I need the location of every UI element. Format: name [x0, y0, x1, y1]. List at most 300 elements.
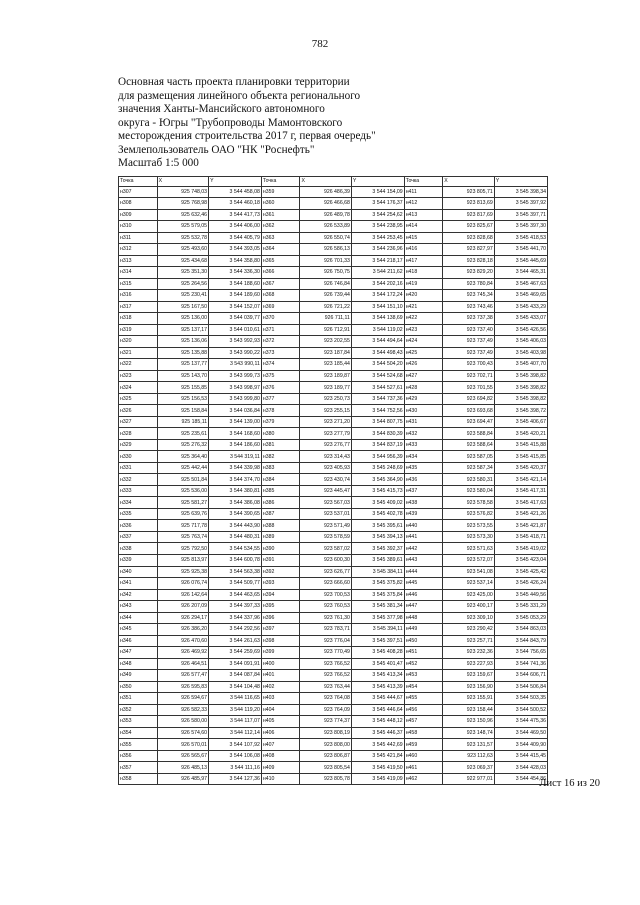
x-cell: 923 626,77	[300, 566, 351, 578]
y-cell: 3 545 398,72	[494, 405, 547, 417]
x-cell: 926 577,47	[157, 670, 208, 682]
y-cell: 3 545 421,84	[351, 750, 404, 762]
x-cell: 925 579,05	[157, 221, 208, 233]
y-cell: 3 544 752,56	[351, 405, 404, 417]
x-cell: 923 825,67	[443, 221, 494, 233]
y-cell: 3 545 398,82	[494, 370, 547, 382]
y-cell: 3 545 421,14	[494, 474, 547, 486]
x-cell: 923 745,34	[443, 290, 494, 302]
x-cell: 923 805,54	[300, 762, 351, 774]
y-cell: 3 544 261,63	[209, 635, 262, 647]
y-cell: 3 544 830,39	[351, 428, 404, 440]
x-cell: 926 701,33	[300, 255, 351, 267]
column-header: Y	[351, 177, 404, 187]
y-cell: 3 545 421,87	[494, 520, 547, 532]
point-cell: н379	[261, 416, 300, 428]
point-cell: н401	[261, 670, 300, 682]
x-cell: 925 156,53	[157, 393, 208, 405]
point-cell: н434	[404, 451, 443, 463]
point-cell: н315	[119, 278, 158, 290]
point-cell: н427	[404, 370, 443, 382]
y-cell: 3 544 111,16	[209, 762, 262, 774]
y-cell: 3 545 417,63	[494, 497, 547, 509]
y-cell: 3 545 445,69	[494, 255, 547, 267]
x-cell: 923 587,02	[300, 543, 351, 555]
y-cell: 3 544 253,45	[351, 232, 404, 244]
y-cell: 3 545 415,85	[494, 451, 547, 463]
x-cell: 923 185,44	[300, 359, 351, 371]
y-cell: 3 545 441,70	[494, 244, 547, 256]
y-cell: 3 544 380,81	[209, 485, 262, 497]
table-row	[119, 451, 548, 463]
y-cell: 3 545 423,04	[494, 555, 547, 567]
table-row	[119, 762, 548, 774]
y-cell: 3 545 420,37	[494, 462, 547, 474]
point-cell: н440	[404, 520, 443, 532]
y-cell: 3 545 395,61	[351, 520, 404, 532]
y-cell: 3 545 408,28	[351, 647, 404, 659]
y-cell: 3 544 504,20	[351, 359, 404, 371]
y-cell: 3 544 386,08	[209, 497, 262, 509]
y-cell: 3 545 402,78	[351, 508, 404, 520]
y-cell: 3 544 606,71	[494, 670, 547, 682]
x-cell: 925 639,76	[157, 508, 208, 520]
point-cell: н317	[119, 301, 158, 313]
x-cell: 925 185,11	[157, 416, 208, 428]
x-cell: 923 829,20	[443, 267, 494, 279]
y-cell: 3 544 238,95	[351, 221, 404, 233]
x-cell: 925 136,00	[157, 313, 208, 325]
y-cell: 3 544 236,96	[351, 244, 404, 256]
x-cell: 923 737,38	[443, 313, 494, 325]
x-cell: 926 486,39	[300, 186, 351, 198]
point-cell: н450	[404, 635, 443, 647]
y-cell: 3 545 394,13	[351, 531, 404, 543]
y-cell: 3 544 374,70	[209, 474, 262, 486]
x-cell: 926 489,78	[300, 209, 351, 221]
table-row	[119, 635, 548, 647]
table-row	[119, 750, 548, 762]
x-cell: 926 574,60	[157, 727, 208, 739]
point-cell: н407	[261, 739, 300, 751]
x-cell: 923 290,42	[443, 624, 494, 636]
point-cell: н372	[261, 336, 300, 348]
point-cell: н346	[119, 635, 158, 647]
header-line: округа - Югры "Трубопроводы Мамонтовского	[118, 116, 343, 129]
table-row	[119, 520, 548, 532]
point-cell: н332	[119, 474, 158, 486]
point-cell: н458	[404, 727, 443, 739]
point-cell: н355	[119, 739, 158, 751]
point-cell: н389	[261, 531, 300, 543]
table-row	[119, 716, 548, 728]
column-header: Y	[209, 177, 262, 187]
point-cell: н432	[404, 428, 443, 440]
point-cell: н461	[404, 762, 443, 774]
y-cell: 3 544 409,90	[494, 739, 547, 751]
point-cell: н409	[261, 762, 300, 774]
y-cell: 3 544 138,69	[351, 313, 404, 325]
point-cell: н339	[119, 555, 158, 567]
y-cell: 3 544 500,52	[494, 704, 547, 716]
y-cell: 3 544 837,19	[351, 439, 404, 451]
x-cell: 923 600,30	[300, 555, 351, 567]
y-cell: 3 544 189,60	[209, 290, 262, 302]
table-row	[119, 497, 548, 509]
point-cell: н430	[404, 405, 443, 417]
point-cell: н340	[119, 566, 158, 578]
y-cell: 3 545 331,29	[494, 601, 547, 613]
y-cell: 3 543 992,93	[209, 336, 262, 348]
point-cell: н318	[119, 313, 158, 325]
y-cell: 3 545 469,65	[494, 290, 547, 302]
table-row	[119, 370, 548, 382]
point-cell: н393	[261, 578, 300, 590]
x-cell: 923 701,55	[443, 382, 494, 394]
x-cell: 923 445,47	[300, 485, 351, 497]
table-row	[119, 704, 548, 716]
y-cell: 3 544 154,09	[351, 186, 404, 198]
x-cell: 923 806,87	[300, 750, 351, 762]
x-cell: 926 739,44	[300, 290, 351, 302]
x-cell: 923 702,71	[443, 370, 494, 382]
point-cell: н354	[119, 727, 158, 739]
point-cell: н391	[261, 555, 300, 567]
x-cell: 923 694,82	[443, 393, 494, 405]
point-cell: н404	[261, 704, 300, 716]
y-cell: 3 544 509,77	[209, 578, 262, 590]
y-cell: 3 544 087,84	[209, 670, 262, 682]
point-cell: н410	[261, 773, 300, 785]
point-cell: н394	[261, 589, 300, 601]
y-cell: 3 544 339,98	[209, 462, 262, 474]
point-cell: н418	[404, 267, 443, 279]
x-cell: 923 189,87	[300, 370, 351, 382]
point-cell: н347	[119, 647, 158, 659]
y-cell: 3 545 398,82	[494, 382, 547, 394]
point-cell: н358	[119, 773, 158, 785]
x-cell: 923 666,60	[300, 578, 351, 590]
y-cell: 3 544 106,08	[209, 750, 262, 762]
x-cell: 925 768,98	[157, 198, 208, 210]
x-cell: 923 578,59	[300, 531, 351, 543]
table-row	[119, 267, 548, 279]
x-cell: 923 405,93	[300, 462, 351, 474]
y-cell: 3 544 600,78	[209, 555, 262, 567]
y-cell: 3 544 091,91	[209, 658, 262, 670]
point-cell: н405	[261, 716, 300, 728]
y-cell: 3 544 506,84	[494, 681, 547, 693]
x-cell: 923 761,30	[300, 612, 351, 624]
x-cell: 923 430,74	[300, 474, 351, 486]
y-cell: 3 544 116,65	[209, 693, 262, 705]
y-cell: 3 545 053,29	[494, 612, 547, 624]
y-cell: 3 544 337,96	[209, 612, 262, 624]
x-cell: 923 780,84	[443, 278, 494, 290]
y-cell: 3 544 152,07	[209, 301, 262, 313]
y-cell: 3 545 398,82	[494, 393, 547, 405]
point-cell: н335	[119, 508, 158, 520]
point-cell: н328	[119, 428, 158, 440]
y-cell: 3 544 741,36	[494, 658, 547, 670]
point-cell: н408	[261, 750, 300, 762]
x-cell: 923 277,79	[300, 428, 351, 440]
y-cell: 3 545 418,71	[494, 531, 547, 543]
y-cell: 3 545 394,11	[351, 624, 404, 636]
x-cell: 925 501,84	[157, 474, 208, 486]
column-header: Точка	[404, 177, 443, 187]
y-cell: 3 545 446,37	[351, 727, 404, 739]
y-cell: 3 544 563,38	[209, 566, 262, 578]
table-row	[119, 531, 548, 543]
x-cell: 925 536,00	[157, 485, 208, 497]
point-cell: н451	[404, 647, 443, 659]
x-cell: 926 570,01	[157, 739, 208, 751]
y-cell: 3 544 172,24	[351, 290, 404, 302]
table-row	[119, 244, 548, 256]
point-cell: н381	[261, 439, 300, 451]
x-cell: 926 721,22	[300, 301, 351, 313]
point-cell: н396	[261, 612, 300, 624]
point-cell: н395	[261, 601, 300, 613]
y-cell: 3 545 415,88	[494, 439, 547, 451]
point-cell: н425	[404, 347, 443, 359]
x-cell: 923 766,52	[300, 658, 351, 670]
y-cell: 3 544 458,08	[209, 186, 262, 198]
header-line: Масштаб 1:5 000	[118, 157, 199, 169]
table-row	[119, 359, 548, 371]
point-cell: н449	[404, 624, 443, 636]
point-cell: н352	[119, 704, 158, 716]
y-cell: 3 544 415,45	[494, 750, 547, 762]
x-cell: 925 235,61	[157, 428, 208, 440]
x-cell: 925 442,44	[157, 462, 208, 474]
point-cell: н416	[404, 244, 443, 256]
point-cell: н444	[404, 566, 443, 578]
point-cell: н455	[404, 693, 443, 705]
point-cell: н327	[119, 416, 158, 428]
column-header: Y	[494, 177, 547, 187]
point-cell: н433	[404, 439, 443, 451]
y-cell: 3 545 419,02	[494, 543, 547, 555]
x-cell: 923 571,63	[443, 543, 494, 555]
y-cell: 3 544 417,73	[209, 209, 262, 221]
x-cell: 923 578,58	[443, 497, 494, 509]
x-cell: 923 580,31	[443, 474, 494, 486]
y-cell: 3 545 420,21	[494, 428, 547, 440]
point-cell: н316	[119, 290, 158, 302]
y-cell: 3 545 406,67	[494, 416, 547, 428]
y-cell: 3 544 807,75	[351, 416, 404, 428]
point-cell: н349	[119, 670, 158, 682]
point-cell: н456	[404, 704, 443, 716]
y-cell: 3 544 211,62	[351, 267, 404, 279]
page-number: 782	[311, 38, 329, 50]
x-cell: 926 746,84	[300, 278, 351, 290]
y-cell: 3 544 112,14	[209, 727, 262, 739]
point-cell: н343	[119, 601, 158, 613]
table-row	[119, 336, 548, 348]
x-cell: 923 827,97	[443, 244, 494, 256]
x-cell: 923 189,77	[300, 382, 351, 394]
header-line: месторождения строительства 2017 г, первая очередь"	[118, 130, 376, 142]
x-cell: 923 828,68	[443, 232, 494, 244]
y-cell: 3 544 039,77	[209, 313, 262, 325]
x-cell: 923 069,37	[443, 762, 494, 774]
point-cell: н350	[119, 681, 158, 693]
x-cell: 923 148,74	[443, 727, 494, 739]
point-cell: н398	[261, 635, 300, 647]
point-cell: н314	[119, 267, 158, 279]
point-cell: н446	[404, 589, 443, 601]
point-cell: н413	[404, 209, 443, 221]
x-cell: 923 159,67	[443, 670, 494, 682]
point-cell: н431	[404, 416, 443, 428]
y-cell: 3 544 202,16	[351, 278, 404, 290]
point-cell: н453	[404, 670, 443, 682]
point-cell: н452	[404, 658, 443, 670]
header-line: Основная часть проекта планировки территории	[118, 76, 350, 88]
x-cell: 925 137,77	[157, 359, 208, 371]
x-cell: 925 135,88	[157, 347, 208, 359]
y-cell: 3 544 119,20	[209, 704, 262, 716]
point-cell: н411	[404, 186, 443, 198]
y-cell: 3 543 990,11	[209, 359, 262, 371]
point-cell: н334	[119, 497, 158, 509]
point-cell: н336	[119, 520, 158, 532]
point-cell: н384	[261, 474, 300, 486]
y-cell: 3 544 534,55	[209, 543, 262, 555]
y-cell: 3 544 336,30	[209, 267, 262, 279]
point-cell: н351	[119, 693, 158, 705]
x-cell: 926 469,92	[157, 647, 208, 659]
table-row	[119, 255, 548, 267]
table-row	[119, 428, 548, 440]
header-line: значения Ханты-Мансийского автономного	[118, 103, 325, 115]
point-cell: н429	[404, 393, 443, 405]
point-cell: н353	[119, 716, 158, 728]
y-cell: 3 545 392,37	[351, 543, 404, 555]
table-row	[119, 670, 548, 682]
x-cell: 926 750,75	[300, 267, 351, 279]
y-cell: 3 545 377,98	[351, 612, 404, 624]
point-cell: н419	[404, 278, 443, 290]
y-cell: 3 544 127,36	[209, 773, 262, 785]
point-cell: н370	[261, 313, 300, 325]
x-cell: 923 587,05	[443, 451, 494, 463]
x-cell: 923 700,53	[300, 589, 351, 601]
y-cell: 3 543 990,22	[209, 347, 262, 359]
table-row	[119, 658, 548, 670]
point-cell: н323	[119, 370, 158, 382]
x-cell: 923 573,55	[443, 520, 494, 532]
point-cell: н362	[261, 221, 300, 233]
point-cell: н428	[404, 382, 443, 394]
y-cell: 3 545 415,73	[351, 485, 404, 497]
point-cell: н414	[404, 221, 443, 233]
table-row	[119, 405, 548, 417]
y-cell: 3 543 998,97	[209, 382, 262, 394]
y-cell: 3 544 494,64	[351, 336, 404, 348]
x-cell: 926 142,64	[157, 589, 208, 601]
y-cell: 3 544 188,60	[209, 278, 262, 290]
table-row	[119, 209, 548, 221]
y-cell: 3 544 176,37	[351, 198, 404, 210]
point-cell: н385	[261, 485, 300, 497]
point-cell: н344	[119, 612, 158, 624]
x-cell: 925 137,17	[157, 324, 208, 336]
point-cell: н326	[119, 405, 158, 417]
point-cell: н420	[404, 290, 443, 302]
y-cell: 3 544 843,79	[494, 635, 547, 647]
table-row	[119, 624, 548, 636]
point-cell: н438	[404, 497, 443, 509]
point-cell: н406	[261, 727, 300, 739]
table-row	[119, 278, 548, 290]
x-cell: 923 314,43	[300, 451, 351, 463]
y-cell: 3 545 397,30	[494, 221, 547, 233]
table-row	[119, 773, 548, 785]
x-cell: 926 712,91	[300, 324, 351, 336]
y-cell: 3 545 375,84	[351, 589, 404, 601]
point-cell: н321	[119, 347, 158, 359]
x-cell: 926 207,09	[157, 601, 208, 613]
point-cell: н324	[119, 382, 158, 394]
x-cell: 923 155,91	[443, 693, 494, 705]
point-cell: н462	[404, 773, 443, 785]
x-cell: 923 764,09	[300, 704, 351, 716]
point-cell: н459	[404, 739, 443, 751]
x-cell: 923 309,10	[443, 612, 494, 624]
point-cell: н380	[261, 428, 300, 440]
y-cell: 3 545 442,69	[351, 739, 404, 751]
x-cell: 923 766,52	[300, 670, 351, 682]
x-cell: 925 434,68	[157, 255, 208, 267]
table-row	[119, 439, 548, 451]
x-cell: 925 813,97	[157, 555, 208, 567]
point-cell: н397	[261, 624, 300, 636]
x-cell: 923 808,00	[300, 739, 351, 751]
y-cell: 3 544 524,68	[351, 370, 404, 382]
point-cell: н365	[261, 255, 300, 267]
point-cell: н367	[261, 278, 300, 290]
point-cell: н333	[119, 485, 158, 497]
x-cell: 923 276,77	[300, 439, 351, 451]
x-cell: 923 805,71	[443, 186, 494, 198]
point-cell: н457	[404, 716, 443, 728]
sheet-label: Лист 16 из 20	[539, 778, 600, 789]
y-cell: 3 544 010,61	[209, 324, 262, 336]
y-cell: 3 544 756,65	[494, 647, 547, 659]
y-cell: 3 544 119,02	[351, 324, 404, 336]
x-cell: 926 594,67	[157, 693, 208, 705]
column-header: X	[300, 177, 351, 187]
point-cell: н374	[261, 359, 300, 371]
table-row	[119, 485, 548, 497]
x-cell: 923 255,15	[300, 405, 351, 417]
point-cell: н366	[261, 267, 300, 279]
y-cell: 3 545 417,31	[494, 485, 547, 497]
point-cell: н311	[119, 232, 158, 244]
point-cell: н435	[404, 462, 443, 474]
x-cell: 926 076,74	[157, 578, 208, 590]
table-row	[119, 347, 548, 359]
x-cell: 926 464,51	[157, 658, 208, 670]
y-cell: 3 544 480,31	[209, 531, 262, 543]
point-cell: н460	[404, 750, 443, 762]
x-cell: 923 760,53	[300, 601, 351, 613]
x-cell: 923 813,69	[443, 198, 494, 210]
